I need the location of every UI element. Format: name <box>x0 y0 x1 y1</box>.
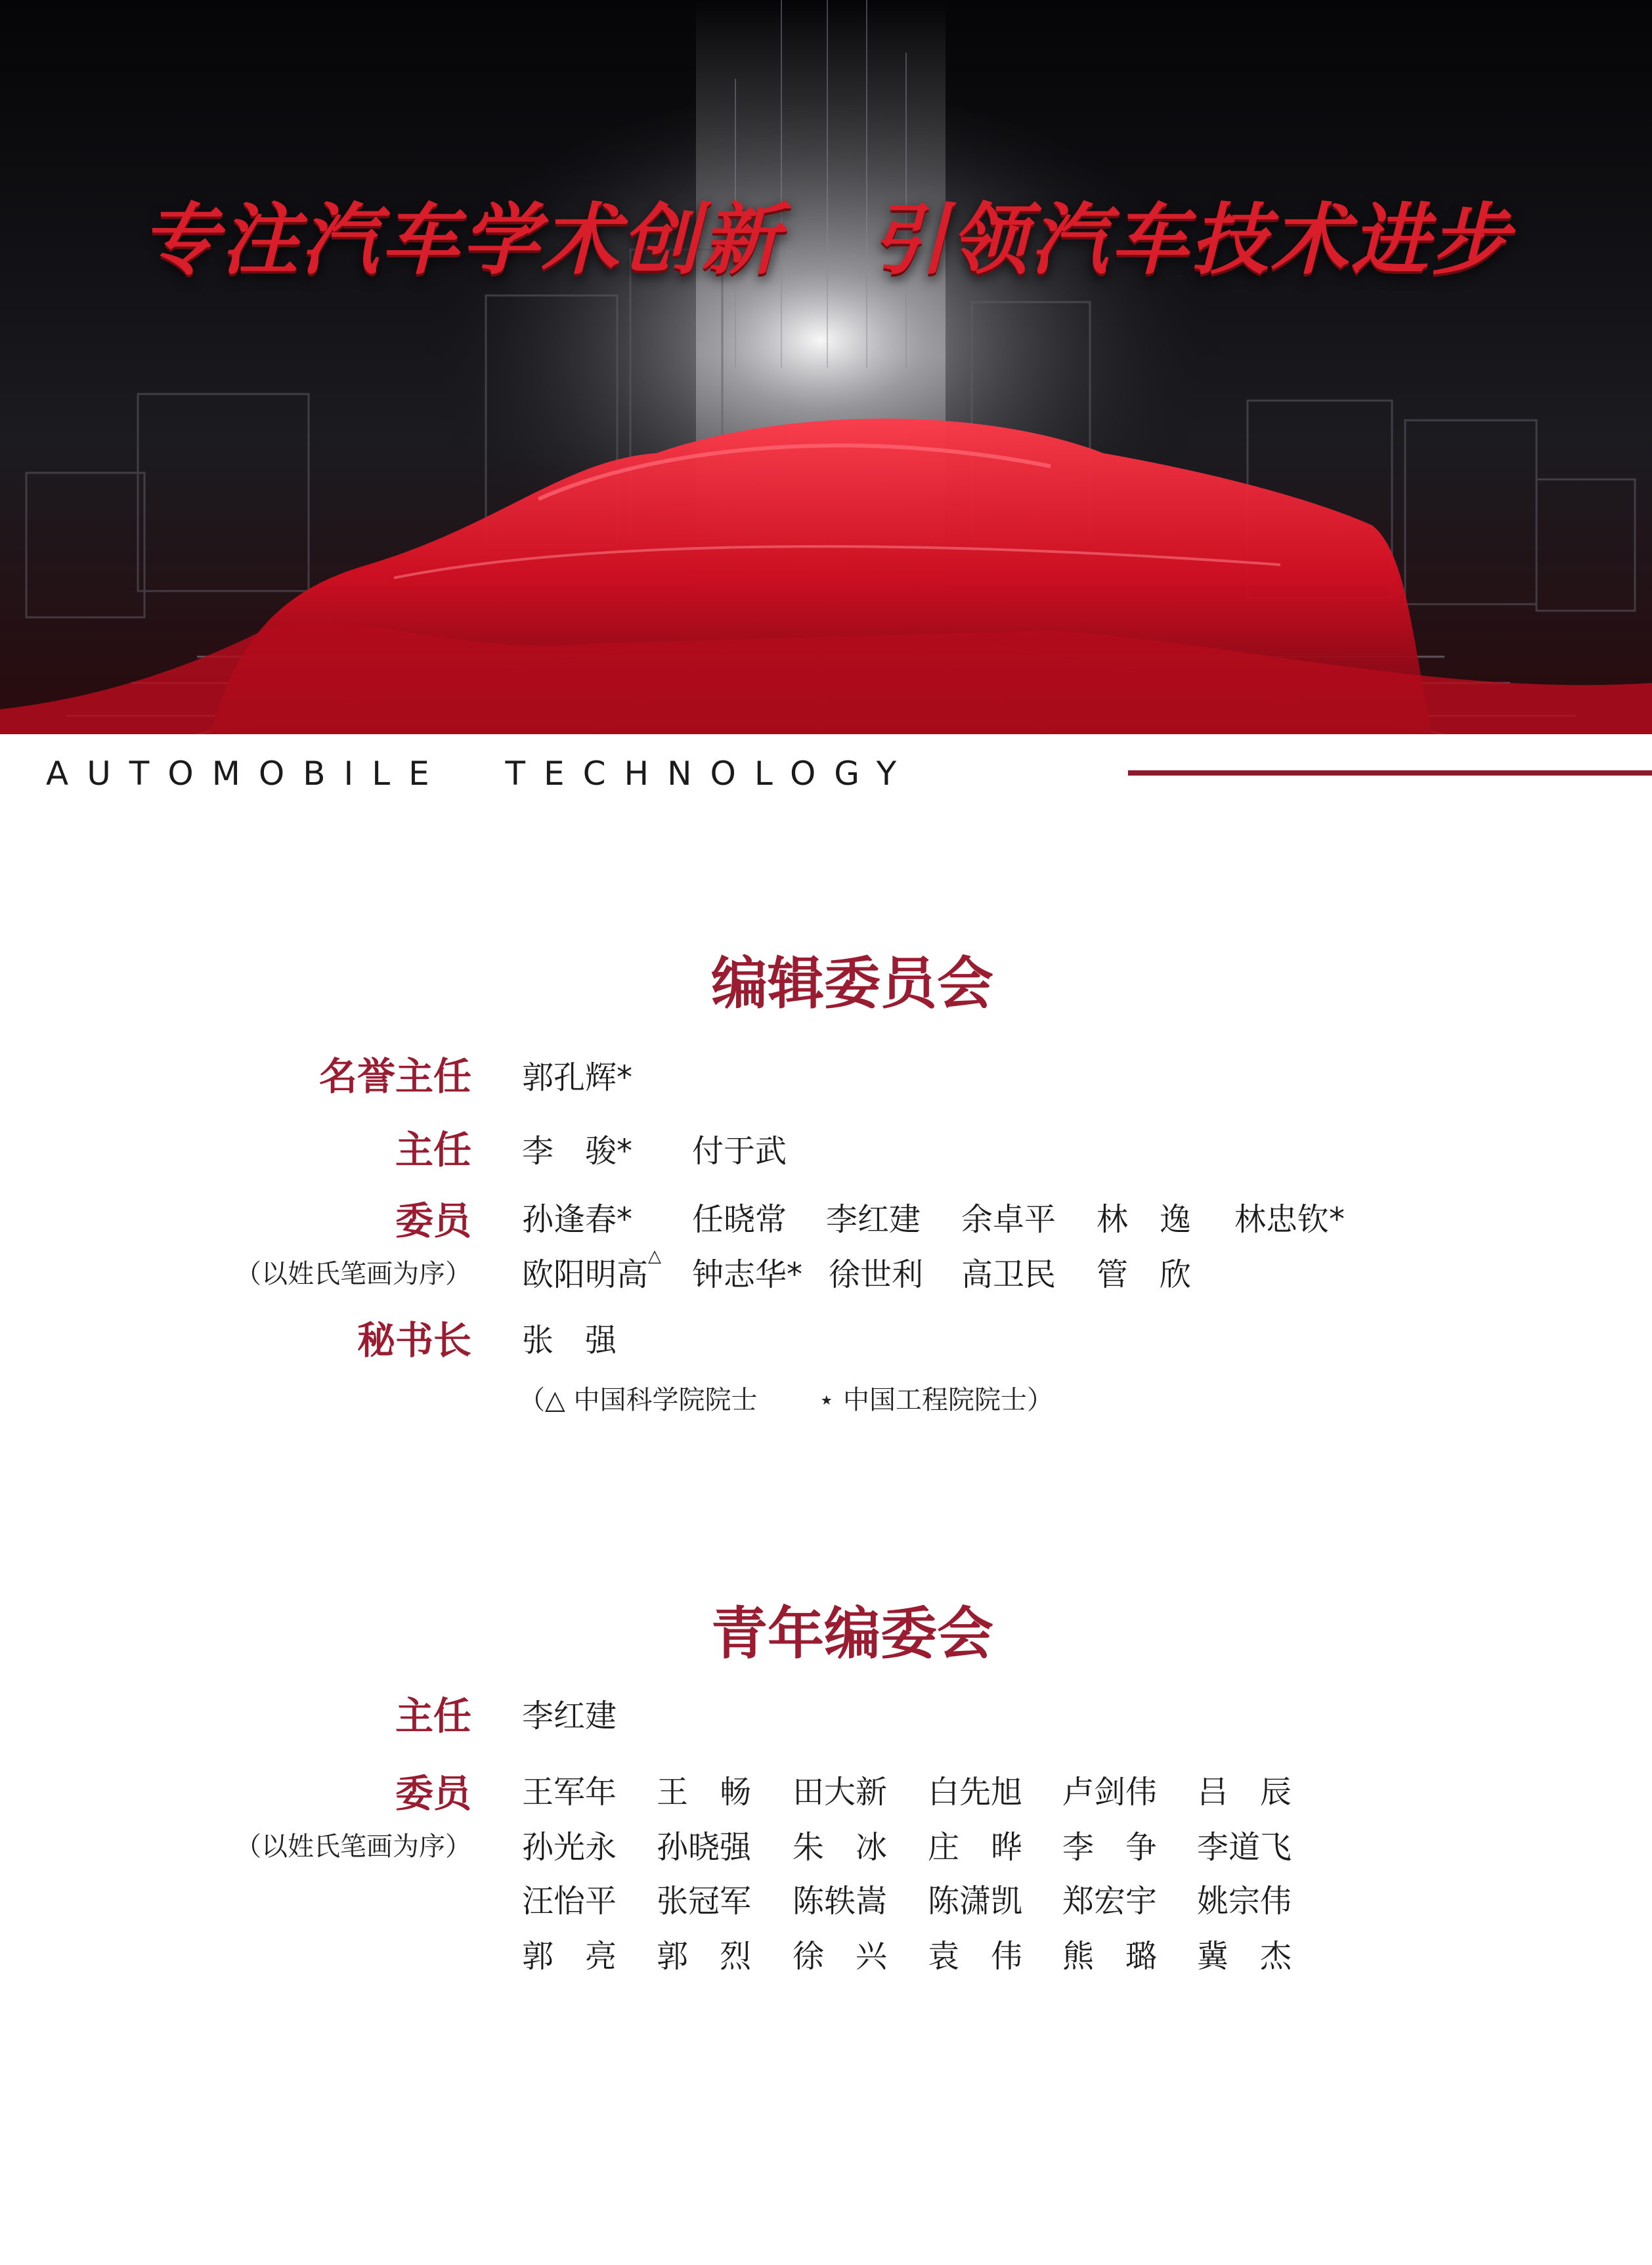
youth-member-name: 冀 杰 <box>1197 1938 1292 1975</box>
triangle-mark-icon: △ <box>648 1246 662 1266</box>
youth-member-name: 李道飞 <box>1197 1829 1292 1866</box>
youth-member-name: 袁 伟 <box>928 1938 1023 1975</box>
youth-member-name: 白先旭 <box>928 1774 1023 1811</box>
youth-member-name: 郑宏宇 <box>1062 1883 1158 1920</box>
secretary-label: 秘书长 <box>357 1318 471 1363</box>
member-name: 徐世利 <box>829 1256 924 1293</box>
youth-member-name: 卢剑伟 <box>1062 1774 1158 1811</box>
member-name: 高卫民 <box>961 1256 1056 1293</box>
member-name: 林 逸 <box>1097 1201 1192 1238</box>
youth-member-name: 李 争 <box>1062 1829 1158 1866</box>
youth-member-name: 吕 辰 <box>1197 1774 1292 1811</box>
youth-member-name: 张冠军 <box>657 1883 752 1920</box>
youth-member-name: 朱 冰 <box>793 1829 888 1866</box>
youth-member-name: 熊 璐 <box>1062 1938 1158 1975</box>
youth-member-name: 姚宗伟 <box>1197 1883 1292 1920</box>
youth-member-name: 郭 烈 <box>657 1938 752 1975</box>
member-name: 管 欣 <box>1097 1256 1192 1293</box>
youth-member-name: 庄 晔 <box>928 1829 1023 1866</box>
youth-member-name: 孙晓强 <box>657 1829 752 1866</box>
youth-member-name: 田大新 <box>793 1774 888 1811</box>
youth-member-name: 徐 兴 <box>793 1938 888 1975</box>
member-name: 钟志华* <box>692 1256 803 1293</box>
youth-member-name: 陈轶嵩 <box>793 1883 888 1920</box>
honorary-director-name: 郭孔辉* <box>522 1059 633 1096</box>
youth-members-label: 委员 <box>395 1771 471 1816</box>
brand-wordmark: AUTOMOBILE TECHNOLOGY <box>46 755 915 793</box>
director-name: 付于武 <box>692 1133 787 1170</box>
youth-member-name: 郭 亮 <box>522 1938 617 1975</box>
member-name: 孙逢春* <box>522 1201 633 1238</box>
youth-member-name: 王军年 <box>522 1774 617 1811</box>
editorial-board-title: 编辑委员会 <box>711 951 993 1017</box>
youth-director-name: 李红建 <box>522 1698 617 1734</box>
director-label: 主任 <box>395 1128 471 1172</box>
honorary-director-label: 名誉主任 <box>318 1054 471 1099</box>
youth-director-label: 主任 <box>395 1694 471 1738</box>
member-name: 任晓常 <box>692 1201 787 1238</box>
hero-slogan: 专注汽车学术创新 引领汽车技术进步 <box>141 194 1511 285</box>
member-name: 林忠钦* <box>1234 1201 1345 1238</box>
order-note: （以姓氏笔画为序） <box>235 1259 471 1289</box>
hero-banner <box>0 0 1652 734</box>
members-label: 委员 <box>395 1198 471 1243</box>
youth-member-name: 陈潇凯 <box>928 1883 1023 1920</box>
youth-order-note: （以姓氏笔画为序） <box>235 1832 471 1862</box>
member-name: 余卓平 <box>961 1201 1056 1238</box>
youth-board-title: 青年编委会 <box>711 1601 993 1667</box>
youth-member-name: 王 畅 <box>657 1774 752 1811</box>
member-name: 欧阳明高△ <box>522 1246 662 1293</box>
academician-legend: （△ 中国科学院院士 ⋆ 中国工程院院士） <box>519 1385 1053 1415</box>
hero-illustration <box>0 0 1652 734</box>
brand-divider <box>1128 770 1652 776</box>
secretary-name: 张 强 <box>522 1322 617 1359</box>
youth-member-name: 孙光永 <box>522 1829 617 1866</box>
director-name: 李 骏* <box>522 1133 633 1170</box>
member-name: 李红建 <box>826 1201 921 1238</box>
youth-member-name: 汪怡平 <box>522 1883 617 1920</box>
